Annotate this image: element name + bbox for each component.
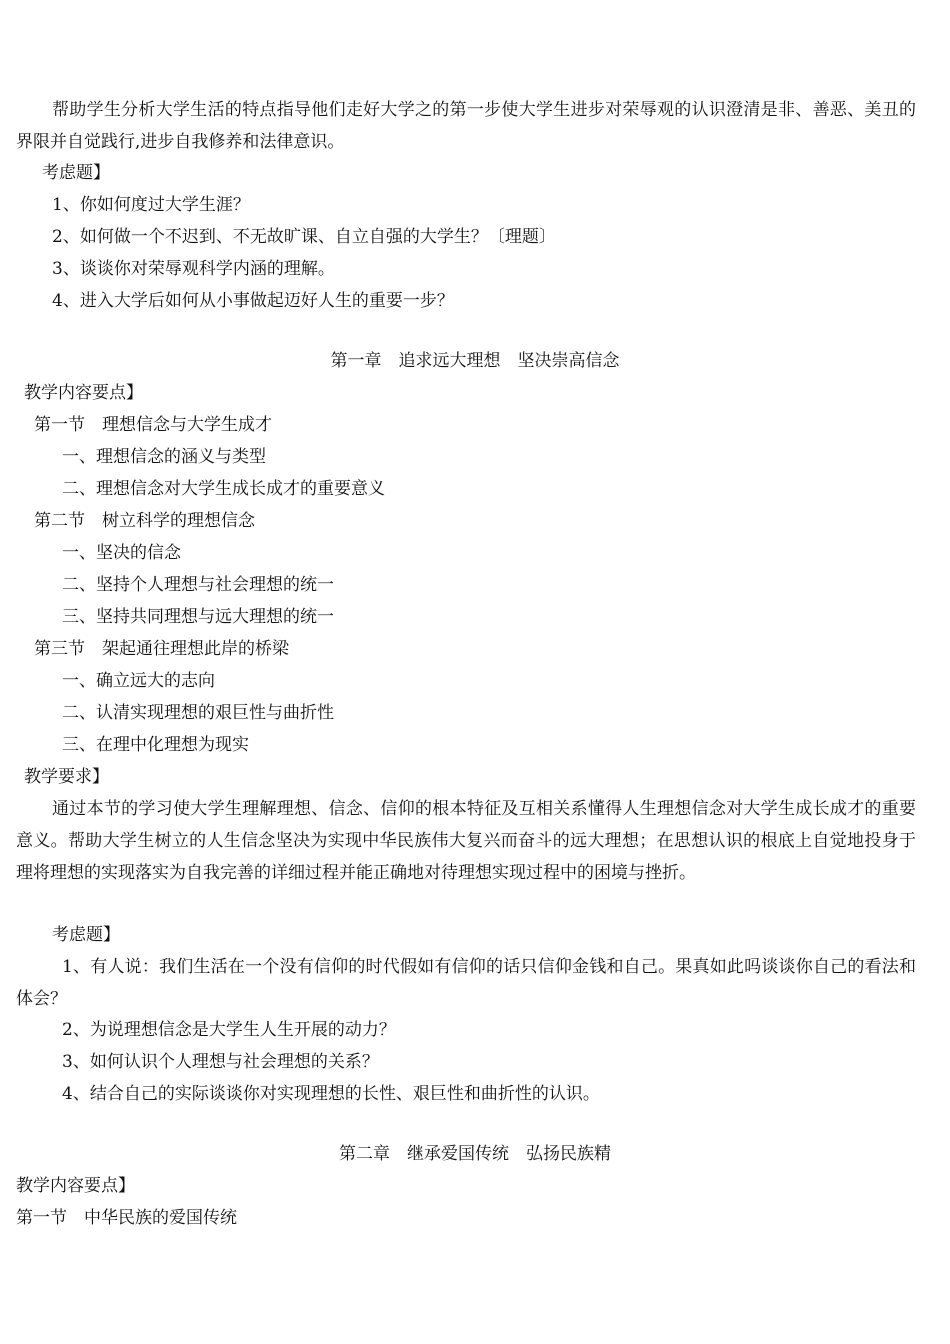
intro-questions-heading: 考虑题】 [42,163,110,183]
section-2-item-2: 二、坚持个人理想与社会理想的统一 [62,575,334,595]
intro-question-2: 2、如何做一个不迟到、不无故旷课、自立自强的大学生？〔理题〕 [52,227,556,247]
chapter1-questions-heading: 考虑题】 [52,925,120,945]
chapter1-question-1: 1、有人说：我们生活在一个没有信仰的时代假如有信仰的话只信仰金钱和自己。果真如此吗谈谈你自己的看法和体会？ [16,957,916,1009]
section-3-title: 第三节 架起通往理想此岸的桥梁 [34,639,289,659]
intro-question-4: 4、进入大学后如何从小事做起迈好人生的重要一步？ [52,291,454,311]
chapter2-title: 第二章 继承爱国传统 弘扬民族精 [339,1144,611,1164]
chapter1-title: 第一章 追求远大理想 坚决崇高信念 [330,351,620,371]
section-2-title: 第二节 树立科学的理想信念 [34,511,255,531]
chapter1-question-2: 2、为说理想信念是大学生人生开展的动力？ [62,1020,396,1040]
chapter1-question-3: 3、如何认识个人理想与社会理想的关系？ [62,1052,379,1072]
section-2-item-1: 一、坚决的信念 [62,543,181,563]
section-1-title: 第一节 理想信念与大学生成才 [34,415,272,435]
section-1-item-2: 二、理想信念对大学生成长成才的重要意义 [62,479,385,499]
chapter1-requirements-heading: 教学要求】 [24,767,109,787]
section-3-item-1: 一、确立远大的志向 [62,671,215,691]
intro-paragraph: 帮助学生分析大学生活的特点指导他们走好大学之的第一步使大学生进步对荣辱观的认识澄清是非、善恶、美丑的界限并自觉践行,进步自我修养和法律意识。 [16,100,916,152]
chapter2-section-1-title: 第一节 中华民族的爱国传统 [16,1208,237,1228]
chapter2-content-heading: 教学内容要点】 [16,1176,135,1196]
section-1-item-1: 一、理想信念的涵义与类型 [62,447,266,467]
section-3-item-3: 三、在理中化理想为现实 [62,735,249,755]
chapter1-question-4: 4、结合自己的实际谈谈你对实现理想的长性、艰巨性和曲折性的认识。 [62,1084,600,1104]
chapter1-requirements: 通过本节的学习使大学生理解理想、信念、信仰的根本特征及互相关系懂得人生理想信念对大学生成长成才的重要意义。帮助大学生树立的人生信念坚决为实现中华民族伟大复兴而奋斗的远大理想；在思想认识的根底上自觉地投身于理将理想的实现落实为自我完善的详细过程并能正确地对待理想实现过程中的困境与挫折。 [16,799,916,883]
chapter1-content-heading: 教学内容要点】 [24,383,143,403]
intro-question-1: 1、你如何度过大学生涯？ [52,195,250,215]
section-2-item-3: 三、坚持共同理想与远大理想的统一 [62,607,334,627]
section-3-item-2: 二、认清实现理想的艰巨性与曲折性 [62,703,334,723]
intro-question-3: 3、谈谈你对荣辱观科学内涵的理解。 [52,259,335,279]
